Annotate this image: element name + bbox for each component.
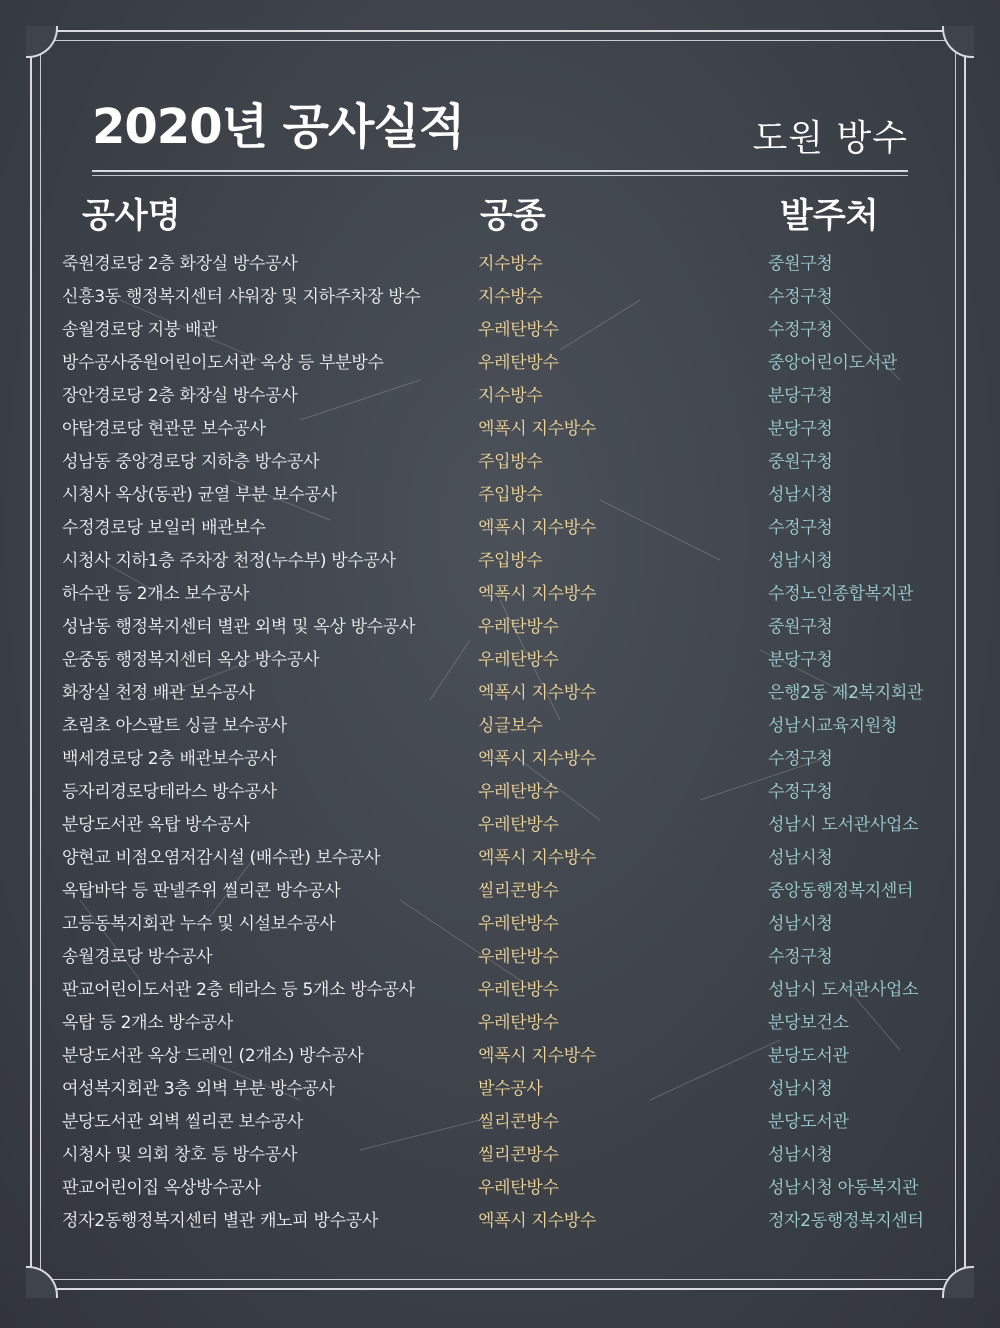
client-name: 분당구청: [768, 419, 833, 439]
work-type: 주입방수: [478, 551, 543, 571]
project-name: 백세경로당 2층 배관보수공사: [62, 749, 277, 769]
project-name: 송월경로당 지붕 배관: [62, 320, 218, 340]
client-name: 수정노인종합복지관: [768, 584, 914, 604]
project-name: 성남동 행정복지센터 별관 외벽 및 옥상 방수공사: [62, 617, 416, 637]
client-name: 중앙동행정복지센터: [768, 881, 914, 901]
work-type: 씰리콘방수: [478, 881, 559, 901]
table-row: [0, 377, 1000, 410]
work-type: 주입방수: [478, 452, 543, 472]
client-name: 성남시청: [768, 485, 833, 505]
project-name: 화장실 천정 배관 보수공사: [62, 683, 255, 703]
work-type: 싱글보수: [478, 716, 543, 736]
client-name: 수정구청: [768, 518, 833, 538]
work-type: 지수방수: [478, 287, 543, 307]
project-name: 판교어린이집 옥상방수공사: [62, 1178, 261, 1198]
client-name: 중원구청: [768, 452, 833, 472]
work-type: 지수방수: [478, 254, 543, 274]
client-name: 분당도서관: [768, 1046, 849, 1066]
title-divider: [92, 170, 908, 172]
table-row: [0, 542, 1000, 575]
project-name: 장안경로당 2층 화장실 방수공사: [62, 386, 298, 406]
client-name: 성남시청: [768, 551, 833, 571]
client-name: 수정구청: [768, 782, 833, 802]
project-name: 방수공사중원어린이도서관 옥상 등 부분방수: [62, 353, 384, 373]
work-type: 우레탄방수: [478, 815, 559, 835]
table-row: [0, 476, 1000, 509]
table-row: [0, 1202, 1000, 1235]
project-name: 하수관 등 2개소 보수공사: [62, 584, 250, 604]
client-name: 수정구청: [768, 749, 833, 769]
project-name: 양현교 비점오염저감시설 (배수관) 보수공사: [62, 848, 381, 868]
work-type: 우레탄방수: [478, 1178, 559, 1198]
work-type: 우레탄방수: [478, 980, 559, 1000]
client-name: 은행2동 제2복지회관: [768, 683, 924, 703]
table-row: [0, 608, 1000, 641]
table-row: [0, 245, 1000, 278]
table-row: [0, 443, 1000, 476]
column-header-project: 공사명: [82, 196, 181, 236]
table-row: [0, 641, 1000, 674]
client-name: 성남시 도서관사업소: [768, 980, 919, 1000]
work-type: 우레탄방수: [478, 650, 559, 670]
client-name: 성남시교육지원청: [768, 716, 897, 736]
project-name: 옥탑 등 2개소 방수공사: [62, 1013, 233, 1033]
client-name: 성남시청: [768, 914, 833, 934]
work-type: 씰리콘방수: [478, 1145, 559, 1165]
table-row: [0, 1136, 1000, 1169]
work-type: 우레탄방수: [478, 353, 559, 373]
page-title: 2020년 공사실적: [92, 99, 465, 155]
table-row: [0, 278, 1000, 311]
work-type: 엑폭시 지수방수: [478, 848, 596, 868]
work-type: 엑폭시 지수방수: [478, 584, 596, 604]
work-type: 우레탄방수: [478, 914, 559, 934]
table-row: [0, 707, 1000, 740]
client-name: 수정구청: [768, 947, 833, 967]
table-row: [0, 740, 1000, 773]
client-name: 중원구청: [768, 617, 833, 637]
client-name: 분당구청: [768, 650, 833, 670]
project-list: [0, 245, 1000, 1235]
project-name: 옥탑바닥 등 판넬주위 씰리콘 방수공사: [62, 881, 341, 901]
client-name: 분당구청: [768, 386, 833, 406]
work-type: 우레탄방수: [478, 782, 559, 802]
table-row: [0, 1004, 1000, 1037]
work-type: 엑폭시 지수방수: [478, 1046, 596, 1066]
table-row: [0, 806, 1000, 839]
project-name: 시청사 지하1층 주차장 천정(누수부) 방수공사: [62, 551, 396, 571]
project-name: 여성복지회관 3층 외벽 부분 방수공사: [62, 1079, 335, 1099]
client-name: 중원구청: [768, 254, 833, 274]
table-row: [0, 674, 1000, 707]
project-name: 시청사 옥상(동관) 균열 부분 보수공사: [62, 485, 337, 505]
project-name: 분당도서관 옥상 드레인 (2개소) 방수공사: [62, 1046, 364, 1066]
table-row: [0, 872, 1000, 905]
project-name: 초림초 아스팔트 싱글 보수공사: [62, 716, 287, 736]
column-header-client: 발주처: [780, 196, 879, 236]
work-type: 지수방수: [478, 386, 543, 406]
table-row: [0, 509, 1000, 542]
client-name: 정자2동행정복지센터: [768, 1211, 924, 1231]
company-name: 도원 방수: [752, 118, 908, 159]
table-row: [0, 773, 1000, 806]
project-name: 운중동 행정복지센터 옥상 방수공사: [62, 650, 320, 670]
project-name: 죽원경로당 2층 화장실 방수공사: [62, 254, 298, 274]
title-divider-thin: [92, 175, 908, 176]
work-type: 씰리콘방수: [478, 1112, 559, 1132]
table-row: [0, 905, 1000, 938]
client-name: 수정구청: [768, 320, 833, 340]
work-type: 우레탄방수: [478, 617, 559, 637]
client-name: 성남시청 아동복지관: [768, 1178, 919, 1198]
table-row: [0, 344, 1000, 377]
work-type: 엑폭시 지수방수: [478, 1211, 596, 1231]
work-type: 엑폭시 지수방수: [478, 683, 596, 703]
client-name: 중앙어린이도서관: [768, 353, 897, 373]
work-type: 우레탄방수: [478, 1013, 559, 1033]
work-type: 발수공사: [478, 1079, 543, 1099]
table-row: [0, 311, 1000, 344]
work-type: 우레탄방수: [478, 320, 559, 340]
project-name: 신흥3동 행정복지센터 샤워장 및 지하주차장 방수: [62, 287, 421, 307]
client-name: 분당보건소: [768, 1013, 849, 1033]
table-row: [0, 971, 1000, 1004]
table-row: [0, 839, 1000, 872]
client-name: 수정구청: [768, 287, 833, 307]
table-row: [0, 1070, 1000, 1103]
project-name: 정자2동행정복지센터 별관 캐노피 방수공사: [62, 1211, 379, 1231]
table-row: [0, 1103, 1000, 1136]
client-name: 성남시청: [768, 1079, 833, 1099]
project-name: 야탑경로당 현관문 보수공사: [62, 419, 266, 439]
project-name: 분당도서관 옥탑 방수공사: [62, 815, 250, 835]
table-row: [0, 575, 1000, 608]
client-name: 성남시청: [768, 1145, 833, 1165]
work-type: 엑폭시 지수방수: [478, 749, 596, 769]
project-name: 분당도서관 외벽 씰리콘 보수공사: [62, 1112, 304, 1132]
client-name: 분당도서관: [768, 1112, 849, 1132]
table-row: [0, 938, 1000, 971]
client-name: 성남시청: [768, 848, 833, 868]
project-name: 등자리경로당테라스 방수공사: [62, 782, 277, 802]
project-name: 시청사 및 의회 창호 등 방수공사: [62, 1145, 298, 1165]
table-row: [0, 1037, 1000, 1070]
project-name: 성남동 중앙경로당 지하층 방수공사: [62, 452, 320, 472]
project-name: 고등동복지회관 누수 및 시설보수공사: [62, 914, 336, 934]
column-header-work-type: 공종: [480, 196, 546, 236]
project-name: 송월경로당 방수공사: [62, 947, 213, 967]
work-type: 우레탄방수: [478, 947, 559, 967]
work-type: 엑폭시 지수방수: [478, 419, 596, 439]
client-name: 성남시 도서관사업소: [768, 815, 919, 835]
project-name: 판교어린이도서관 2층 테라스 등 5개소 방수공사: [62, 980, 415, 1000]
work-type: 주입방수: [478, 485, 543, 505]
project-name: 수정경로당 보일러 배관보수: [62, 518, 266, 538]
table-row: [0, 410, 1000, 443]
work-type: 엑폭시 지수방수: [478, 518, 596, 538]
table-row: [0, 1169, 1000, 1202]
